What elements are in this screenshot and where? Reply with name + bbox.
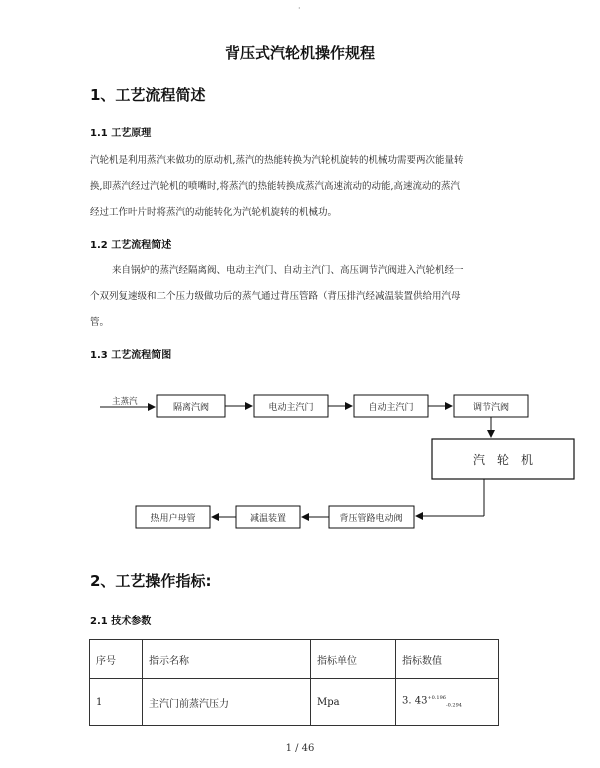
section-2-heading: 2、工艺操作指标: <box>90 572 212 590</box>
electric-main-valve-label: 电动主汽门 <box>268 403 314 413</box>
top-mark: · <box>298 4 301 13</box>
desuperheater-label: 减温装置 <box>249 514 287 524</box>
isolation-valve-label: 隔离汽阀 <box>172 403 210 413</box>
regulating-valve-label: 调节汽阀 <box>472 403 510 413</box>
section-1-2-paragraph <box>90 258 520 336</box>
paragraph-line: 管。 <box>90 317 110 328</box>
technical-parameters-table <box>89 639 499 726</box>
value-text: 3. 43 <box>402 695 428 707</box>
table-cell <box>396 679 499 726</box>
header-cell: 序号 <box>90 640 143 679</box>
section-2-1-heading: 2.1 技术参数 <box>90 616 152 627</box>
page-number: 1 / 46 <box>285 743 315 754</box>
process-flow-diagram <box>0 380 600 540</box>
input-steam-label: 主蒸汽 <box>112 397 138 407</box>
turbine-label: 汽 轮 机 <box>472 453 534 467</box>
upper-tolerance: +0.196 <box>427 695 446 702</box>
header-cell: 指标数值 <box>396 640 499 679</box>
paragraph-line: 经过工作叶片时将蒸汽的动能转化为汽轮机旋转的机械功。 <box>90 207 338 218</box>
paragraph-line: 换,即蒸汽经过汽轮机的喷嘴时,将蒸汽的热能转换成蒸汽高速流动的动能,高速流动的蒸汽 <box>90 181 461 192</box>
back-pressure-valve-label: 背压管路电动阀 <box>339 514 403 524</box>
table-cell: 1 <box>90 679 143 726</box>
section-1-3-heading: 1.3 工艺流程简图 <box>90 350 172 361</box>
paragraph-line: 汽轮机是利用蒸汽来做功的原动机,蒸汽的热能转换为汽轮机旋转的机械功需要两次能量转 <box>90 155 464 166</box>
heat-user-header-label: 热用户母管 <box>150 514 196 524</box>
table-header-row <box>90 640 499 679</box>
header-cell: 指标单位 <box>311 640 396 679</box>
auto-main-valve-label: 自动主汽门 <box>368 403 414 413</box>
table-row <box>90 679 499 726</box>
table-cell: 主汽门前蒸汽压力 <box>143 679 311 726</box>
paragraph-line: 来自锅炉的蒸汽经隔离阀、电动主汽门、自动主汽门、高压调节汽阀进入汽轮机经一 <box>112 265 464 276</box>
header-cell: 指示名称 <box>143 640 311 679</box>
table-cell: Mpa <box>311 679 396 726</box>
lower-tolerance: -0.294 <box>445 702 462 709</box>
paragraph-line: 个双列复速级和二个压力级做功后的蒸气通过背压管路（背压排汽经减温装置供给用汽母 <box>90 291 461 302</box>
section-1-heading: 1、工艺流程简述 <box>90 86 206 104</box>
section-1-1-heading: 1.1 工艺原理 <box>90 128 152 139</box>
section-1-2-heading: 1.2 工艺流程简述 <box>90 240 172 251</box>
section-1-1-paragraph <box>90 148 520 226</box>
document-title: 背压式汽轮机操作规程 <box>224 44 375 62</box>
